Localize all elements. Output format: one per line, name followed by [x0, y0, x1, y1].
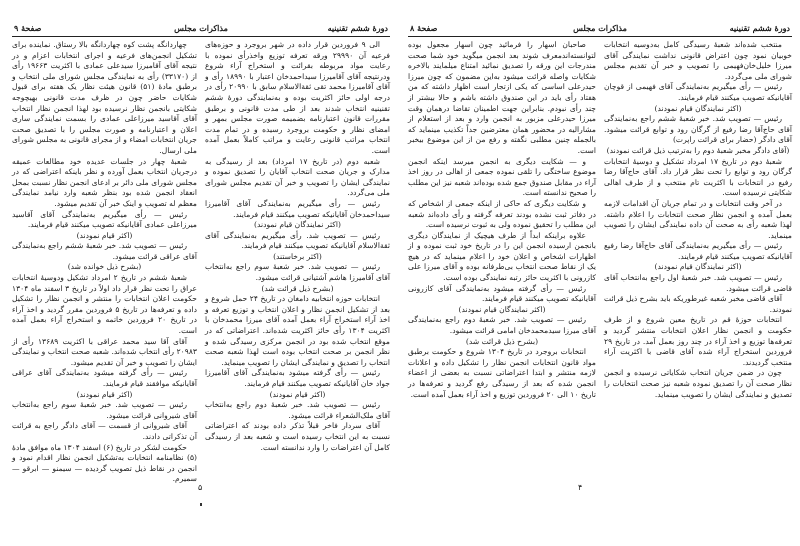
- paragraph: الی ۹ فروردین قرار داده در شهر بروجرد و حوزه‌های فرعیه آن ۲۹۹۹۰ ورقه تعرفه توزیع واخذرأی نموده با رعایت مواد مربوطه بقرائت و استخراج آراء شروع ودرنتیجه آقای آقامیرزا سیداحمدخان اعتبار با ۱۸۹۹۰ رأی و آقای آقامیرزا محمد تقی ثقة‌الاسلام سابق با ۲۰۹۹۰ رأی در درجه اولی حائز اکثریت بوده و به‌نمایندگی دورهٔ ششم تقنینیه انتخاب شدند بعد از طی مدت قانونی و برطبق مقررات قانون اعتبارنامه بضمیمه صورت مجلس بمهر و امضای نظار و حکومت بروجرد رسیده و در تمام مدت انتخاب مراتب قانونی رعایت و مراتب کاملاً بعمل آمده است.: [205, 40, 391, 155]
- paragraph: رئیس — تصویب شد. خبر شعبهٔ ششم راجع به‌نمایندگی آقای عراقی قرائت میشود.: [12, 241, 197, 261]
- paragraph: رئیس — تصویب شد. خبر شعبهٔ سوم راجع به‌انتخاب آقای آقامیرزا هاشم آشتیانی قرائت میشود.: [205, 262, 390, 283]
- session-label: دورهٔ ششم تقنینیه: [729, 23, 790, 33]
- paragraph: رئیس — تصویب شد. خبر شعبهٔ سوم راجع به‌انتخاب آقای شیروانی قرائت میشود.: [12, 400, 197, 420]
- paragraph: منتخب شده‌اند شعبهٔ رسیدگی کامل به‌دوسیه انتخابات خوبیان نمود چون اعتراض قانونی نداشت نمایندگی آقای میرزا خلیل‌خان‌فهیمی را تصویب و خبر آن تقدیم مجلس شورای ملی می‌گردد.: [604, 40, 792, 81]
- paragraph: شعبه دوم (در تاریخ ۱۷ امرداد) بعد از رسیدگی به مدارک و جریان صحت انتخاب آقایان را تصدیق نموده و نمایندگی ایشان را تصویب و خبر آن تقدیم مجلس شورای ملی می‌گردد.: [205, 156, 390, 198]
- paragraph: و شکایت دیگری که حاکی از اینکه جمعی از اشخاص که در دفاتر ثبت نشده بودند تعرفه گرفته و رأی داده‌اند شعبه این مطلب را تحقیق نموده ولی به ثبوت نرسیده است.: [408, 198, 596, 230]
- paragraph: آقای شیروانی از قسمت — آقای دادگر راجع به قرائت آن تذکراتی دادند.: [12, 421, 197, 441]
- paragraph: شعبهٔ دوم در تاریخ ۱۷ امرداد تشکیل و دوسیهٔ انتخابات گرگان رود و توابع را تحت نظر قرار داد. آقای حاج‌آقا رضا رفیع در انتخابات با اکثریت تام منتخب و از طرف اهالی شکایتی نرسیده است.: [604, 156, 792, 198]
- paragraph: شعبهٔ ششم در تاریخ ۲ امرداد تشکیل ودوسیهٔ انتخابات عراق را تحت نظر قرار داد اولاً در تاریخ ۳ اسفند ماه ۱۳۰۴ حکومت اعلان انتخابات را منتشر و انجمن نظار را تشکیل داده و تعرفه‌ها در تاریخ ۵ فروردین مقرر گردید و اخذ آراء در تاریخ ۲۰ فروردین خاتمه و استخراج آراء بعمل آمده است.: [12, 273, 197, 336]
- page-number: ۴: [578, 483, 583, 492]
- paragraph: رئیس — تصویب شد. خبر شعبهٔ دوم راجع به‌نمایندگی آقای میرزا سیدمحمدخان امامی قرائت میشود.: [408, 315, 596, 336]
- paragraph: (اکثر نمایندگان قیام نمودند): [654, 103, 742, 113]
- paragraph: انتخابات بروجرد در تاریخ ۱۳۰۴ شروع و حکومت برطبق مواد قانون انتخابات انجمن نظار را تشکیل داده و اعلانات لازمه منتشر و ابتدا اعتراضاتی نسبت به بعضی از اعضاء انجمن شده که بعد از رسیدگی رفع گردید و تعرفه‌ها در تاریخ ۱۰ الی ۲۰ فروردین توزیع و اخذ آراء بعمل آمده است.: [408, 347, 596, 399]
- paragraph: علاوه براینکه ابداً از طرف هیچیک از نمایندگان دیگری بانجمن ارسیده انجمن این را در تاریخ خود ثبت نموده و از اظهارات اشخاص و اعلان خود را اعلام مینماید که در هیچ یک از نقاط صحت انتخاب بی‌طرفانه بوده و آقای میرزا علی کازرونی با اکثریت حائز رتبه نمایندگی بوده است.: [408, 230, 596, 283]
- left-page: [12, 22, 390, 492]
- paragraph: (بشرح ذیل قرائت شد): [465, 336, 539, 346]
- text-column-left: [408, 40, 596, 476]
- running-title: مذاکرات مجلس: [174, 23, 228, 33]
- paragraph: رئیس — رأی گرفته میشود به‌نمایندگی آقای کازرونی آقایانیکه تصویب میکنند قیام فرمایند.: [408, 283, 596, 304]
- right-page: [408, 22, 792, 492]
- text-column-right: [205, 40, 390, 476]
- paragraph: انتخابات حوزه انتخابیه دامغان در تاریخ ۲۴ حمل شروع و بعد از تشکیل انجمن نظار و اعلان انتخاب و توزیع تعرفه و اخذ آراء استخراج آراء بعمل آمده آقای میرزا محمدخان با اکثریت ۱۳۰۴ رأی حائز اکثریت شده‌اند. اعتراضاتی که در موقع انتخاب شده بود در انجمن مرکزی رسیدگی شده و نظر انجمن بر صحت انتخاب بوده است لهذا شعبه صحت انتخاب را تصدیق و نمایندگی ایشان را تصویب مینماید.: [205, 294, 390, 367]
- paragraph: (اکثر برخاستند): [273, 251, 322, 261]
- paragraph: حکومت لشکر در تاریخ (۶) اسفند ۱۳۰۴ ماه موافق مادهٔ (۵) نظامنامه انتخابات به‌تشکیل انجمن نظار اقدام نمود و انجمن در نقاط ذیل تصویب گردیده — سیمنو — ابرقو — سمیرم.: [12, 442, 197, 484]
- paragraph: (اکثر قیام نمودند): [76, 389, 133, 399]
- running-title: مذاکرات مجلس: [573, 23, 627, 33]
- paragraph: رئیس — رأی گرفته میشود به‌نمایندگی آقای عراقی آقایانیکه موافقند قیام فرمایند.: [12, 368, 197, 388]
- text-column-left: [11, 40, 197, 484]
- paragraph: آقای قاضی مخبر شعبه غیرطوریکه باید بشرح ذیل قرائت نمودند.: [604, 294, 792, 314]
- paragraph: رئیس — رأی میگیریم به‌نمایندگی آقای آقامیرزا سیداحمدخان آقایانیکه تصویب میکنند قیام فرمایند.: [205, 198, 390, 219]
- paragraph: رئیس — رأی میگیریم به‌نمایندگی آقای فهیمی از قوچان آقایانیکه تصویب میکنند قیام فرمایند.: [604, 82, 792, 102]
- paragraph: رئیس — رأی میگیریم به‌نمایندگی آقای حاج‌آقا رضا رفیع آقایانیکه تصویب میکنند قیام فرمایند.: [604, 241, 792, 261]
- paragraph: (اکثر قیام نمودند): [76, 230, 133, 240]
- page-header: [12, 22, 390, 37]
- session-label: دورهٔ ششم تقنینیه: [327, 23, 388, 33]
- paragraph: رئیس — تصویب شد. خبر شعبهٔ اول راجع به‌انتخاب آقای قاضی قرائت میشود.: [604, 273, 792, 293]
- paragraph: آقای آقا سید محمد عراقی با اکثریت ۱۳۶۸۹ رأی از ۲۰۹۸۳ رأی انتخاب شده‌اند. شعبه صحت انتخاب و نمایندگی ایشان را تصویب و خبر آن تقدیم میشود.: [12, 336, 197, 367]
- paragraph: انتخابات حوزهٔ قم در تاریخ معین شروع و از طرف حکومت و انجمن نظار اعلان انتخابات منتشر گردید و تعرفه‌ها توزیع و اخذ آراء در چند روز بعمل آمد. در تاریخ ۲۹ فروردین استخراج آراء شده آقای قاضی با اکثریت آراء منتخب گردیدند.: [604, 315, 792, 367]
- paragraph: شعبهٔ چهار در جلسات عدیده خود مطالعات عمیقه درجریان انتخاب بعمل آورده و نظر باینکه اعتراضی که در مجلس شورای ملی دائر بر ادعای انجمن نظار نسبت بمحل انعقاد انجمن شده بود بنظر شعبه وارد نیامد نمایندگی معظم له تصویب و اینک خبر آن تقدیم میشود.: [12, 156, 197, 208]
- paragraph: رئیس — تصویب شد. رأی میگیریم به‌نمایندگی آقای ثقة‌الاسلام آقایانیکه تصویب میکنند قیام فرمایند.: [205, 230, 390, 251]
- page-header: [408, 22, 792, 37]
- page-label: صفحهٔ ۸: [410, 23, 438, 33]
- paragraph: رئیس — رأی گرفته میشود به‌نمایندگی آقای آقامیرزا جواد خان آقایانیکه تصویب میکنند قیام فرمایند.: [205, 368, 390, 388]
- paragraph: صاحبان اسهار را فرمائید چون اسهار مجعول بوده لتوانسته‌اندمعرف شوند بعد انجمن میگوید خود شما صحت مندرجات این ورقه را تصدیق نمائید امتناع میلمایند بالاخره شکایات واصله قرائت میشود به‌این مضمون که چون میرزا حیدرعلی اساسی که یکی ازتجار است اظهار داشته که من هفتاد رأی باید در این صندوق داشته باشم و حالا بیشتر از چند رأی نبودم. بنابراین جهت اطمینان تقاضا درهمان وقت میرزا حیدرعلی مزبور به انجمن وارد و بعد از استعلام از مشارالیه در محضور همان معترضین جداً تکذیب مینماید که بالجمله چنین مطلبی نگفته و رفع من از این موضوع بیخبر است.: [408, 40, 596, 155]
- paragraph: رئیس — تصویب شد. خبر شعبهٔ ششم راجع به‌نمایندگی آقای حاج‌آقا رضا رفیع از گرگان رود و توابع قرائت میشود. آقای دادگر (حضار برای قرائت راپرت): [604, 114, 792, 145]
- page-label: صفحهٔ ۹: [14, 23, 42, 33]
- paragraph: چون در ضمن جریان انتخاب شکایاتی نرسیده و انجمن نظار صحت آن را تصدیق نموده شعبه نیز صحت انتخابات را تصدیق و نمایندگی ایشان را تصویب مینماید.: [604, 368, 792, 399]
- paragraph: و — شکایت دیگری به انجمن میرسد اینکه انجمن موضوع ساختگی را تلقی نموده جمعی از اهالی در روز اخذ آراء در مقابل صندوق جمع شده بوده‌اند شعبه نیز این مطلب را صحیح ندانسته است.: [408, 156, 596, 198]
- scan-speck: [200, 503, 202, 506]
- paragraph: (بشرح ذیل قرائت شد): [261, 283, 334, 293]
- paragraph: (بشرح ذیل خوانده شد): [67, 262, 142, 272]
- paragraph: رئیس — تصویب شد. خبر شعبهٔ دوم راجع به‌انتخاب آقای ملک‌الشعراء قرائت میشود.: [205, 400, 390, 420]
- paragraph: (اکثر نمایندگان قیام نمودند): [458, 304, 546, 314]
- text-column-right: [604, 40, 792, 476]
- paragraph: (اکثر نمایندگان قیام نمودند): [254, 220, 341, 230]
- paragraph: (آقای دادگر مخبر شعبهٔ دوم را به‌ترتیب ذیل قرائت نمودند): [606, 145, 790, 155]
- paragraph: رئیس — رأی میگیریم به‌نمایندگی آقای آقاسید میرزاعلی عمادی آقایانیکه تصویب میکنند قیام فرمایند.: [12, 209, 197, 230]
- page-number: ۵: [198, 483, 203, 492]
- paragraph: چهاردانگه پشت کوه چهاردانگه بالا رستاق. نماینده برای تشکیل انجمن‌های فرعیه و اجرای انتخابات اعزام و در نتیجه آقای آقامیرزا سیدعلی عمادی با اکثریت ۱۹۶۶۳ رأی از (۳۳۱۷۰) رأی به نمایندگی مجلس شورای ملی انتخاب و برطبق مادهٔ (۵۱) قانون هیئت نظار یک هفته برای قبول شکایات حاضر چون در ظرف مدت قانونی بهیچوجه شکایتی بانجمن نظار نرسیده بود لهذا انجمن نظار انتخاب آقای آقاسید میرزاعلی عمادی را بسمت نمایندگی ساری اعلان و اعتبارنامه و صورت مجلس را با تصدیق صحت جریان انتخابات امضاء و از مجرای قانونی به مجلس شورای ملی ارسال.: [11, 40, 197, 155]
- paragraph: آقای سردار فاخر قبلاً تذکر داده بودند که اعتراضاتی نسبت به این انتخاب رسیده است و شعبه بعد از رسیدگی کامل آن اعتراضات را وارد ندانسته است.: [205, 421, 390, 452]
- paragraph: در آخر وقت انتخابات و در تمام جریان آن اقدامات لازمه بعمل آمده و انجمن نظار صحت انتخابات را اعلام داشته. لهذا شعبه رأی به صحت آن داده نمایندگی ایشان را تصویب مینماید.: [604, 198, 792, 240]
- paragraph: (اکثر نمایندگان قیام نمودند): [654, 262, 742, 272]
- paragraph: (اکثر قیام نمودند): [269, 389, 326, 399]
